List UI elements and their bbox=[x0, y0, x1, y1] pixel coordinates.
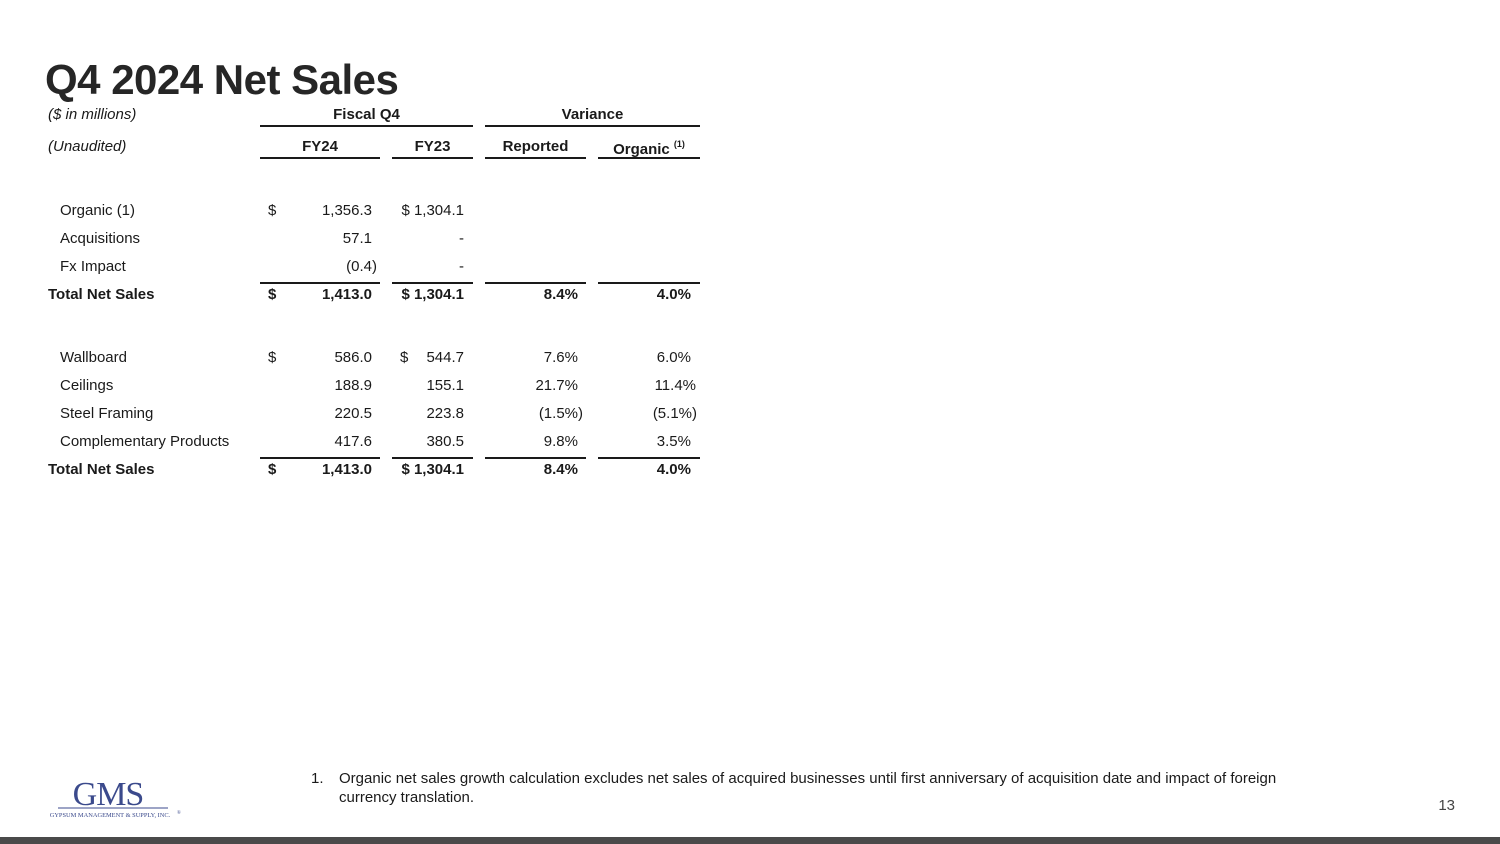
total-rule bbox=[598, 457, 700, 459]
total-rule bbox=[392, 457, 473, 459]
total-rule bbox=[392, 282, 473, 284]
footnote-number: 1. bbox=[311, 770, 324, 787]
group-header-fiscal: Fiscal Q4 bbox=[333, 106, 400, 123]
slide-title: Q4 2024 Net Sales bbox=[45, 56, 399, 103]
logo-tagline: GYPSUM MANAGEMENT & SUPPLY, INC. bbox=[49, 812, 171, 819]
column-header-fy24: FY24 bbox=[302, 138, 338, 155]
header-rule bbox=[392, 157, 473, 159]
header-rule bbox=[485, 125, 700, 127]
unaudited-label: (Unaudited) bbox=[48, 138, 127, 155]
total-rule bbox=[485, 282, 586, 284]
bottom-bar bbox=[0, 837, 1500, 844]
page-number: 13 bbox=[1438, 797, 1455, 814]
header-rule bbox=[598, 157, 700, 159]
unit-label: ($ in millions) bbox=[48, 106, 137, 123]
group-header-variance: Variance bbox=[561, 106, 624, 123]
logo-registered-mark: ® bbox=[177, 811, 181, 816]
gms-logo bbox=[44, 776, 184, 822]
total-rule bbox=[260, 457, 380, 459]
header-rule bbox=[260, 125, 473, 127]
column-header-reported: Reported bbox=[502, 138, 569, 155]
header-rule bbox=[260, 157, 380, 159]
total-rule bbox=[485, 457, 586, 459]
total-rule bbox=[598, 282, 700, 284]
footnote-text: Organic net sales growth calculation excludes net sales of acquired businesses until first anniversary of acquisition date and impact of foreign currency translation. bbox=[339, 770, 1277, 806]
total-rule bbox=[260, 282, 380, 284]
column-header-fy23: FY23 bbox=[414, 138, 451, 155]
footnote-ref: (1) bbox=[673, 139, 685, 149]
header-rule bbox=[485, 157, 586, 159]
column-header-organic: Organic $^{(1)}$ bbox=[613, 139, 685, 158]
logo-wordmark: GMS bbox=[72, 776, 144, 813]
